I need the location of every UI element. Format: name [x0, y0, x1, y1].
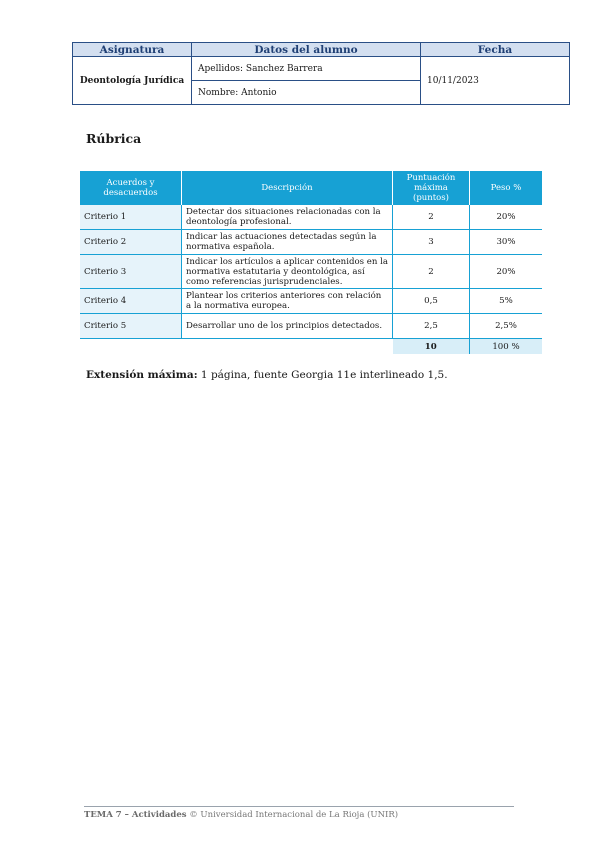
footer-topic: TEMA 7 – Actividades — [84, 810, 187, 820]
total-weight: 100 % — [470, 339, 543, 355]
description-cell: Desarrollar uno de los principios detectados. — [182, 314, 393, 339]
table-row — [80, 314, 542, 339]
header-subject-label: Asignatura — [73, 43, 192, 57]
header-student-label: Datos del alumno — [192, 43, 421, 57]
extension-note — [86, 369, 448, 381]
description-cell: Indicar las actuaciones detectadas según la normativa española. — [182, 230, 393, 255]
col-max-score: Puntuación máxima (puntos) — [393, 171, 470, 205]
footer-copyright: © Universidad Internacional de La Rioja (UNIR) — [189, 810, 399, 820]
criterion-cell: Criterio 1 — [80, 205, 182, 230]
criterion-cell: Criterio 4 — [80, 289, 182, 314]
rubric-title: Rúbrica — [86, 131, 142, 146]
total-row — [80, 339, 542, 355]
rubric-table — [80, 171, 542, 354]
header-table — [72, 42, 570, 105]
criterion-cell: Criterio 2 — [80, 230, 182, 255]
criterion-cell: Criterio 5 — [80, 314, 182, 339]
weight-cell: 20% — [470, 205, 543, 230]
header-date-label: Fecha — [421, 43, 570, 57]
student-surname: Apellidos: Sanchez Barrera — [192, 57, 421, 81]
score-cell: 2 — [393, 255, 470, 289]
weight-cell: 2,5% — [470, 314, 543, 339]
col-description: Descripción — [182, 171, 393, 205]
blank-cell — [182, 339, 393, 355]
table-row — [80, 255, 542, 289]
total-score: 10 — [393, 339, 470, 355]
score-cell: 2 — [393, 205, 470, 230]
student-name: Nombre: Antonio — [192, 81, 421, 105]
weight-cell: 30% — [470, 230, 543, 255]
score-cell: 0,5 — [393, 289, 470, 314]
col-criteria: Acuerdos y desacuerdos — [80, 171, 182, 205]
footer-divider — [84, 806, 514, 807]
score-cell: 3 — [393, 230, 470, 255]
weight-cell: 5% — [470, 289, 543, 314]
weight-cell: 20% — [470, 255, 543, 289]
table-row — [80, 205, 542, 230]
date-value: 10/11/2023 — [421, 57, 570, 105]
description-cell: Indicar los artículos a aplicar contenidos en la normativa estatutaria y deontológica, así como referencias jurisprudenciales. — [182, 255, 393, 289]
subject-value: Deontología Jurídica — [73, 57, 192, 105]
description-cell: Detectar dos situaciones relacionadas con la deontología profesional. — [182, 205, 393, 230]
description-cell: Plantear los criterios anteriores con relación a la normativa europea. — [182, 289, 393, 314]
table-row — [80, 230, 542, 255]
criterion-cell: Criterio 3 — [80, 255, 182, 289]
blank-cell — [80, 339, 182, 355]
score-cell: 2,5 — [393, 314, 470, 339]
col-weight: Peso % — [470, 171, 543, 205]
table-row — [80, 289, 542, 314]
extension-label: Extensión máxima: — [86, 369, 198, 381]
extension-text: 1 página, fuente Georgia 11e interlineado 1,5. — [200, 369, 448, 381]
footer — [84, 810, 398, 820]
